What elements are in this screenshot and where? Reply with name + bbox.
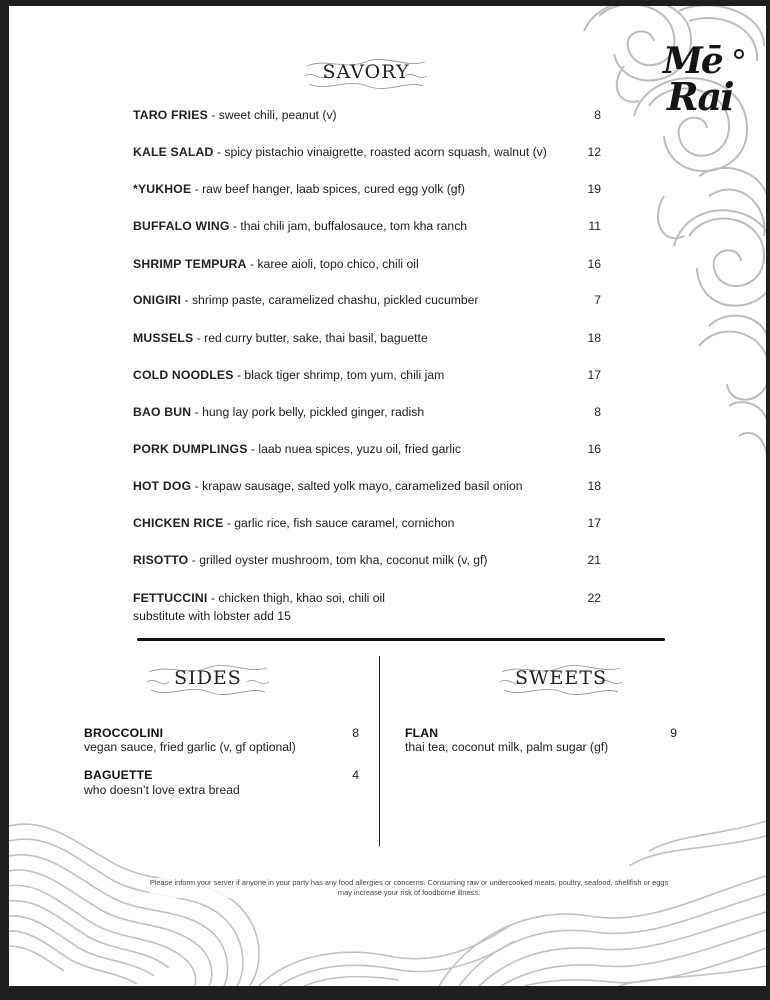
item-description: - chicken thigh, khao soi, chili oil [207, 591, 385, 605]
menu-item [133, 591, 603, 605]
item-name: PORK DUMPLINGS [133, 442, 248, 456]
item-description: - laab nuea spices, yuzu oil, fried garlic [247, 442, 461, 456]
menu-item [133, 442, 603, 456]
menu-item [133, 405, 603, 419]
sweet-item-name: FLAN [405, 726, 439, 740]
item-price: 16 [587, 442, 601, 456]
sides-heading [147, 662, 269, 696]
item-description: - karee aioli, topo chico, chili oil [246, 257, 419, 271]
menu-item [133, 553, 603, 567]
item-name: HOT DOG [133, 479, 192, 493]
item-name: *YUKHOE [133, 182, 192, 196]
item-name: MUSSELS [133, 331, 194, 345]
item-description: - thai chili jam, buffalosauce, tom kha ranch [229, 219, 468, 233]
savory-heading-text: SAVORY [322, 61, 410, 83]
item-price: 8 [594, 405, 601, 419]
item-description: - black tiger shrimp, tom yum, chili jam [233, 368, 445, 382]
menu-item [133, 479, 603, 493]
item-price: 22 [587, 591, 601, 605]
lobster-substitute-note: substitute with lobster add 15 [133, 609, 291, 623]
item-price: 7 [594, 293, 601, 307]
menu-item [133, 368, 603, 382]
item-description: - shrimp paste, caramelized chashu, pickled cucumber [181, 293, 479, 307]
item-price: 17 [587, 516, 601, 530]
item-price: 11 [588, 219, 601, 233]
sides-heading-text: SIDES [174, 667, 242, 689]
sweet-item-description: thai tea, coconut milk, palm sugar (gf) [405, 740, 609, 754]
item-price: 21 [587, 553, 601, 567]
item-description: - garlic rice, fish sauce caramel, cornichon [223, 516, 455, 530]
item-price: 16 [587, 257, 601, 271]
menu-item [133, 219, 603, 233]
item-description: - hung lay pork belly, pickled ginger, radish [191, 405, 425, 419]
logo-dot [734, 49, 744, 59]
item-price: 17 [587, 368, 601, 382]
item-name: TARO FRIES [133, 108, 208, 122]
menu-item [133, 145, 603, 159]
item-name: KALE SALAD [133, 145, 214, 159]
menu-item [133, 108, 603, 122]
item-description: - red curry butter, sake, thai basil, baguette [193, 331, 428, 345]
sweets-heading-text: SWEETS [515, 667, 607, 689]
side-item-description: who doesn’t love extra bread [84, 783, 240, 797]
item-name: BAO BUN [133, 405, 192, 419]
item-name: BUFFALO WING [133, 219, 230, 233]
allergy-disclaimer: Please inform your server if anyone in your party has any food allergies or concerns. Consuming raw or undercooked meats, poultry, seafood, shellfish or eggs may increase your risk of foodborne illness. [149, 878, 669, 897]
item-price: 18 [587, 331, 601, 345]
item-name: COLD NOODLES [133, 368, 234, 382]
item-description: - spicy pistachio vinaigrette, roasted acorn squash, walnut (v) [213, 145, 547, 159]
item-description: - sweet chili, peanut (v) [207, 108, 337, 122]
item-price: 8 [594, 108, 601, 122]
logo-text-line1: Mē [663, 40, 722, 82]
savory-heading [305, 56, 427, 90]
side-item-name: BAGUETTE [84, 768, 153, 782]
item-name: RISOTTO [133, 553, 189, 567]
item-name: ONIGIRI [133, 293, 182, 307]
sweet-item-price: 9 [670, 726, 677, 740]
item-price: 19 [587, 182, 601, 196]
item-name: SHRIMP TEMPURA [133, 257, 247, 271]
sweets-heading [500, 662, 622, 696]
menu-page [9, 6, 766, 986]
side-item-price: 8 [352, 726, 359, 740]
item-description: - grilled oyster mushroom, tom kha, coconut milk (v, gf) [188, 553, 488, 567]
menu-item [133, 516, 603, 530]
item-name: CHICKEN RICE [133, 516, 224, 530]
menu-item [133, 293, 603, 307]
restaurant-logo [659, 40, 759, 119]
logo-text-line2: Rai [667, 74, 733, 119]
menu-item [133, 331, 603, 345]
item-price: 12 [587, 145, 601, 159]
menu-item [133, 257, 603, 271]
side-item-price: 4 [352, 768, 359, 782]
menu-item [133, 182, 603, 196]
side-item-description: vegan sauce, fried garlic (v, gf optional) [84, 740, 296, 754]
item-name: FETTUCCINI [133, 591, 208, 605]
section-divider [137, 638, 665, 641]
item-description: - raw beef hanger, laab spices, cured egg yolk (gf) [191, 182, 465, 196]
item-price: 18 [587, 479, 601, 493]
item-description: - krapaw sausage, salted yolk mayo, caramelized basil onion [191, 479, 523, 493]
side-item-name: BROCCOLINI [84, 726, 164, 740]
